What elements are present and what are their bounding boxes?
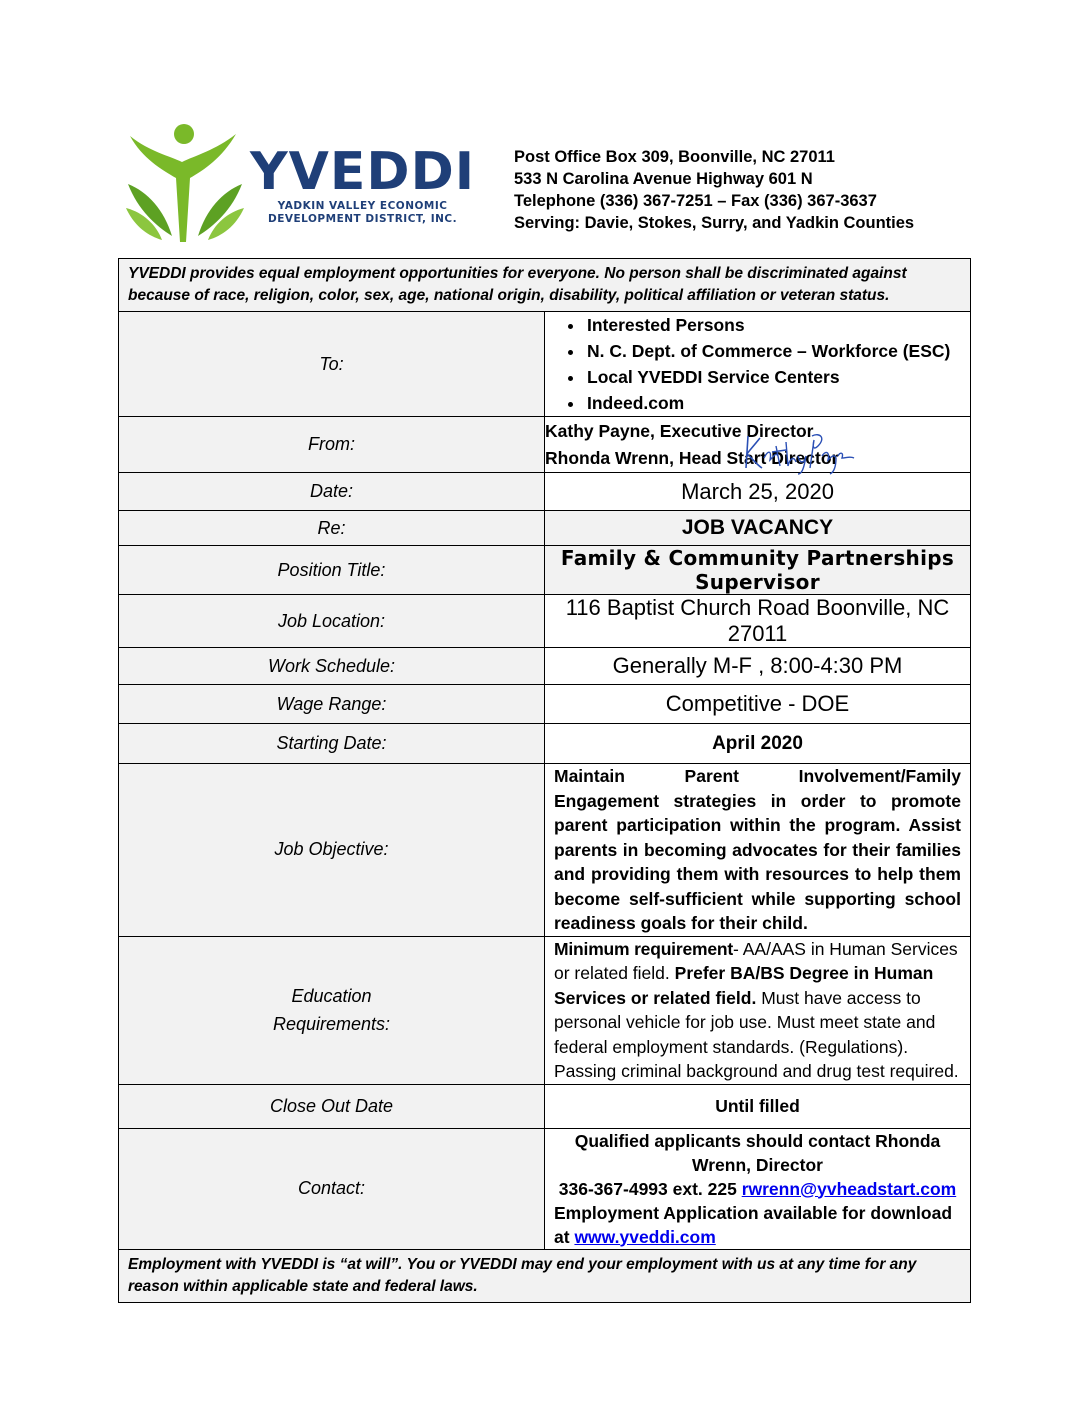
re-value: JOB VACANCY xyxy=(545,511,971,546)
re-label: Re: xyxy=(119,511,545,546)
at-will-notice: Employment with YVEDDI is “at will”. You or YVEDDI may end your employment with us at any time for any reason within applicable state and federal laws. xyxy=(119,1249,971,1302)
wage-range-label: Wage Range: xyxy=(119,685,545,724)
education-label xyxy=(119,936,545,1084)
leaf-person-icon xyxy=(126,122,246,244)
job-vacancy-table xyxy=(118,258,971,1303)
work-schedule-value: Generally M-F , 8:00-4:30 PM xyxy=(545,648,971,685)
address-line-serving: Serving: Davie, Stokes, Surry, and Yadkin Counties xyxy=(514,214,915,232)
address-line-street: 533 N Carolina Avenue Highway 601 N xyxy=(514,170,813,188)
contact-phone: 336-367-4993 ext. 225 xyxy=(558,1178,742,1199)
job-objective-text: Maintain Parent Involvement/Family Engagement strategies in order to promote parent participation within the program. Assist parents in becoming advocates for their families and providing them with resources to help them become self-sufficient while supporting school readiness goals for their child. xyxy=(554,766,961,933)
work-schedule-label: Work Schedule: xyxy=(119,648,545,685)
to-recipients xyxy=(545,312,971,417)
contact-line-qualified: Qualified applicants should contact Rhonda Wrenn, Director xyxy=(574,1130,941,1175)
position-title-label: Position Title: xyxy=(119,546,545,595)
job-objective-label: Job Objective: xyxy=(119,764,545,937)
from-label: From: xyxy=(119,417,545,473)
to-item: • N. C. Dept. of Commerce – Workforce (ESC) xyxy=(585,338,970,364)
to-item: • Indeed.com xyxy=(585,390,970,416)
job-location-value: 116 Baptist Church Road Boonville, NC 27011 xyxy=(545,595,971,648)
position-title-value: Family & Community Partnerships Supervisor xyxy=(545,546,971,595)
starting-date-value: April 2020 xyxy=(545,724,971,764)
date-label: Date: xyxy=(119,473,545,511)
logo-subtitle-line2: DEVELOPMENT DISTRICT, INC. xyxy=(268,213,458,225)
education-label-line2: Requirements: xyxy=(272,1014,391,1034)
contact-line-phone xyxy=(554,1177,961,1201)
address-block xyxy=(514,146,914,234)
wage-range-value: Competitive - DOE xyxy=(545,685,971,724)
job-location-label: Job Location: xyxy=(119,595,545,648)
address-line-phone: Telephone (336) 367-7251 – Fax (336) 367-3637 xyxy=(514,192,877,210)
education-prefer-heading: Prefer BA/BS Degree in Human Services or related field. xyxy=(554,963,934,1008)
education-min-heading: Minimum requirement xyxy=(554,938,734,959)
from-line-executive: Kathy Payne, Executive Director xyxy=(545,420,814,441)
date-value: March 25, 2020 xyxy=(545,473,971,511)
contact-label: Contact: xyxy=(119,1128,545,1249)
signature-image xyxy=(740,428,860,476)
website-link[interactable]: www.yveddi.com xyxy=(574,1226,716,1247)
contact-value xyxy=(545,1128,971,1249)
to-label: To: xyxy=(119,312,545,417)
education-label-line1: Education xyxy=(291,986,372,1006)
education-rest-text: Must have access to personal vehicle for job use. Must meet state and federal employment standards. (Regulations). Passing criminal background and drug test required. xyxy=(554,987,959,1081)
starting-date-label: Starting Date: xyxy=(119,724,545,764)
yveddi-logo xyxy=(126,122,476,244)
job-objective-value xyxy=(545,764,971,937)
contact-line-application xyxy=(554,1201,961,1249)
education-requirements-value xyxy=(545,936,971,1084)
logo-wordmark: YVEDDI xyxy=(250,142,476,202)
from-line-head-start: Rhonda Wrenn, Head Start Director xyxy=(545,447,839,468)
contact-email-link[interactable]: rwrenn@yvheadstart.com xyxy=(741,1178,957,1199)
education-min-text: - AA/AAS in Human Services or related field. xyxy=(554,938,958,983)
logo-subtitle-line1: YADKIN VALLEY ECONOMIC xyxy=(277,200,448,212)
close-out-date-value: Until filled xyxy=(545,1084,971,1128)
to-item: • Local YVEDDI Service Centers xyxy=(585,364,970,390)
contact-application-text: Employment Application available for download at xyxy=(554,1202,953,1247)
to-item: • Interested Persons xyxy=(585,312,970,338)
close-out-date-label: Close Out Date xyxy=(119,1084,545,1128)
eeo-notice: YVEDDI provides equal employment opportunities for everyone. No person shall be discriminated against because of race, religion, color, sex, age, national origin, disability, political affiliation or veteran status. xyxy=(119,259,971,312)
address-line-po-box: Post Office Box 309, Boonville, NC 27011 xyxy=(514,148,835,166)
